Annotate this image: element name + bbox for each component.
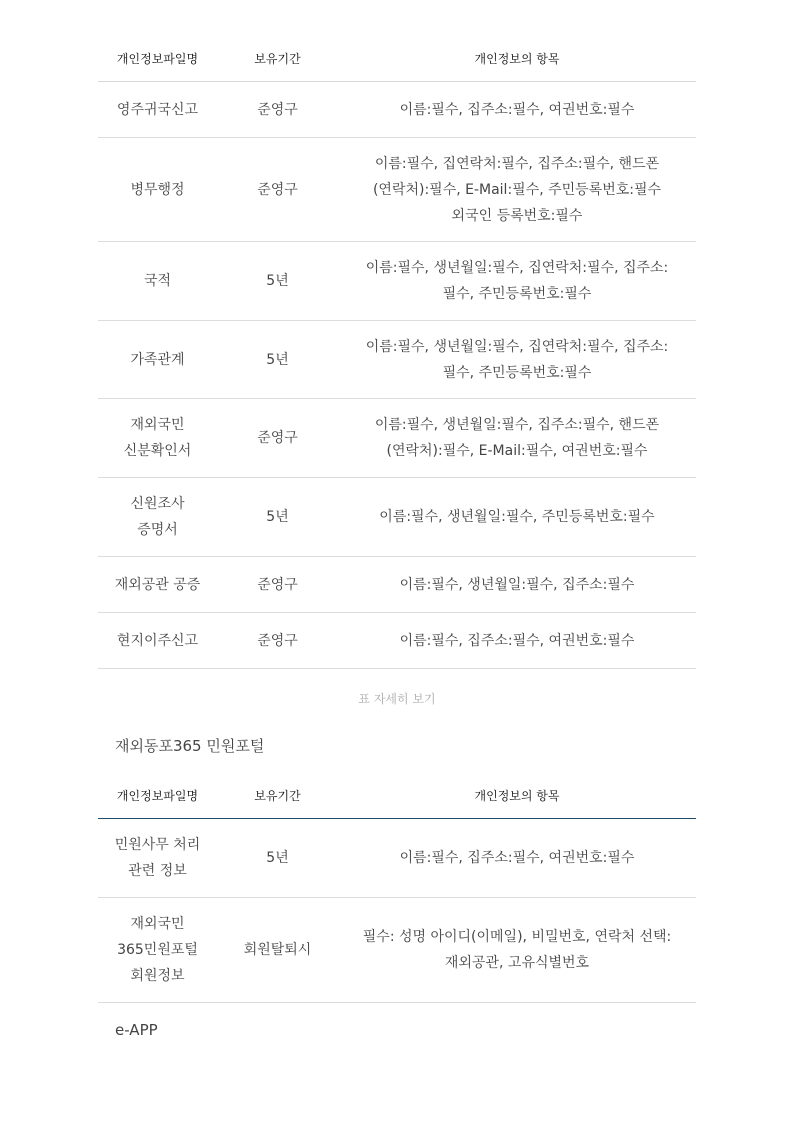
file-name-cell [98, 399, 217, 478]
info-items-cell-line: 이름:필수, 집주소:필수, 여권번호:필수 [399, 101, 635, 118]
info-items-cell [338, 242, 696, 321]
file-name-cell [98, 898, 217, 1003]
file-name-cell-line: 현지이주신고 [116, 632, 199, 649]
retention-period-cell: 5년 [217, 819, 338, 898]
file-name-cell [98, 321, 217, 399]
info-items-cell-line: 이름:필수, 생년월일:필수, 집연락처:필수, 집주소: [365, 338, 669, 355]
info-items-cell [338, 613, 696, 669]
file-name-cell-line: 증명서 [137, 522, 178, 538]
file-name-cell-line: 신원조사 [130, 496, 185, 512]
info-items-cell-line: 이름:필수, 생년월일:필수, 집주소:필수, 핸드폰 [374, 417, 660, 433]
retention-period-cell: 준영구 [217, 82, 338, 138]
file-name-cell-line: 민원사무 처리 [114, 837, 201, 853]
table-row [98, 557, 696, 613]
table-row [98, 399, 696, 478]
info-items-cell-line: 필수, 주민등록번호:필수 [442, 286, 592, 302]
table-row [98, 242, 696, 321]
file-name-cell-line: 국적 [143, 273, 172, 289]
info-items-cell [338, 321, 696, 399]
file-name-cell-line: 365민원포털 [117, 942, 198, 958]
table-row [98, 819, 696, 898]
header-retention-period: 보유기간 [217, 772, 338, 819]
file-name-cell-line: 병무행정 [130, 181, 185, 198]
info-items-cell-line: 이름:필수, 생년월일:필수, 주민등록번호:필수 [379, 509, 655, 525]
section-title-e-app: e-APP [115, 1021, 158, 1039]
table-header-row [98, 772, 696, 819]
info-items-cell-line: 이름:필수, 집주소:필수, 여권번호:필수 [399, 850, 635, 866]
header-info-items: 개인정보의 항목 [338, 772, 696, 819]
info-items-cell-line: 이름:필수, 생년월일:필수, 집주소:필수 [399, 576, 635, 593]
table-row [98, 82, 696, 138]
file-name-cell [98, 242, 217, 321]
info-items-cell-line: 이름:필수, 생년월일:필수, 집연락처:필수, 집주소: [365, 260, 669, 276]
file-name-cell [98, 82, 217, 138]
header-file-name: 개인정보파일명 [98, 35, 217, 82]
file-name-cell [98, 557, 217, 613]
personal-info-table-1-container [98, 35, 696, 669]
header-info-items: 개인정보의 항목 [338, 35, 696, 82]
retention-period-cell: 5년 [217, 478, 338, 557]
file-name-cell-line: 재외국민 [130, 417, 185, 433]
file-name-cell-line: 관련 정보 [128, 863, 187, 879]
file-name-cell [98, 613, 217, 669]
retention-period-cell: 5년 [217, 242, 338, 321]
personal-info-table-1 [98, 35, 696, 669]
file-name-cell-line: 영주귀국신고 [116, 101, 199, 118]
info-items-cell [338, 557, 696, 613]
file-name-cell-line: 가족관계 [130, 351, 185, 368]
personal-info-table-2-container [98, 772, 696, 1003]
info-items-cell [338, 138, 696, 242]
table-row [98, 138, 696, 242]
retention-period-cell: 준영구 [217, 613, 338, 669]
file-name-cell-line: 신분확인서 [123, 443, 192, 459]
info-items-cell-line: 필수: 성명 아이디(이메일), 비밀번호, 연락처 선택: [362, 929, 672, 945]
info-items-cell-line: 필수, 주민등록번호:필수 [442, 364, 592, 381]
info-items-cell [338, 399, 696, 478]
info-items-cell-line: (연락처):필수, E-Mail:필수, 주민등록번호:필수 [372, 181, 662, 198]
file-name-cell-line: 재외국민 [130, 916, 185, 932]
info-items-cell [338, 478, 696, 557]
retention-period-cell: 회원탈퇴시 [217, 898, 338, 1003]
retention-period-cell: 준영구 [217, 138, 338, 242]
file-name-cell-line: 회원정보 [130, 968, 185, 984]
retention-period-cell: 5년 [217, 321, 338, 399]
info-items-cell-line: 외국인 등록번호:필수 [451, 207, 583, 224]
file-name-cell [98, 819, 217, 898]
info-items-cell-line: 재외공관, 고유식별번호 [444, 955, 590, 971]
section-title-portal: 재외동포365 민원포털 [115, 737, 265, 755]
info-items-cell-line: 이름:필수, 집연락처:필수, 집주소:필수, 핸드폰 [374, 155, 660, 172]
retention-period-cell: 준영구 [217, 557, 338, 613]
info-items-cell [338, 819, 696, 898]
table-row [98, 613, 696, 669]
retention-period-cell: 준영구 [217, 399, 338, 478]
view-table-details-link[interactable]: 표 자세히 보기 [358, 692, 436, 706]
personal-info-table-2 [98, 772, 696, 1003]
table-row [98, 478, 696, 557]
file-name-cell [98, 478, 217, 557]
table-header-row [98, 35, 696, 82]
file-name-cell-line: 재외공관 공증 [114, 576, 201, 593]
info-items-cell-line: (연락처):필수, E-Mail:필수, 여권번호:필수 [386, 443, 648, 459]
header-file-name: 개인정보파일명 [98, 772, 217, 819]
info-items-cell [338, 898, 696, 1003]
header-retention-period: 보유기간 [217, 35, 338, 82]
info-items-cell-line: 이름:필수, 집주소:필수, 여권번호:필수 [399, 632, 635, 649]
file-name-cell [98, 138, 217, 242]
table-row [98, 898, 696, 1003]
info-items-cell [338, 82, 696, 138]
table-row [98, 321, 696, 399]
